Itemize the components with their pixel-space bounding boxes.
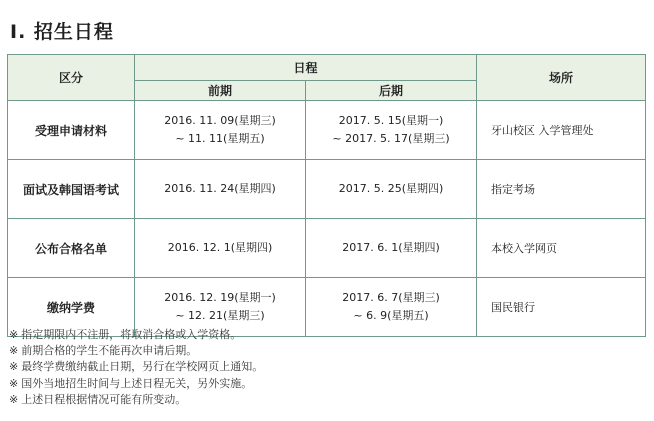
late-date-line: ~ 6. 9(星期五) [353,309,429,322]
row-category: 面试及韩国语考试 [8,160,135,219]
row-category: 公布合格名单 [8,219,135,278]
header-row [8,55,646,81]
venue-cell: 牙山校区 入学管理处 [477,101,646,160]
note-item [9,327,263,343]
early-date-cell [135,219,306,278]
header-schedule: 日程 [135,55,477,81]
note-text: 上述日程根据情况可能有所变动。 [21,392,187,406]
row-category: 受理申请材料 [8,101,135,160]
header-early: 前期 [135,81,306,101]
late-date-line: ~ 2017. 5. 17(星期三) [332,132,450,145]
late-date-cell [306,219,477,278]
venue-cell: 指定考场 [477,160,646,219]
late-date-line: 2017. 6. 1(星期四) [342,241,440,254]
note-item [9,343,263,359]
note-text: 国外当地招生时间与上述日程无关，另外实施。 [21,376,253,390]
row-category: 缴纳学费 [8,278,135,337]
note-mark: ※ [9,328,19,341]
early-date-line: ~ 12. 21(星期三) [175,309,265,322]
header-venue: 场所 [477,55,646,101]
header-category: 区分 [8,55,135,101]
early-date-line: 2016. 11. 24(星期四) [164,182,276,195]
early-date-cell [135,101,306,160]
early-date-line: 2016. 12. 1(星期四) [167,241,273,254]
note-mark: ※ [9,392,19,406]
late-date-cell [306,101,477,160]
late-date-cell [306,278,477,337]
venue-cell: 国民银行 [477,278,646,337]
notes-list [9,327,263,408]
late-date-cell [306,160,477,219]
note-text: 指定期限内不注册，将取消合格或入学资格。 [21,328,242,341]
late-date-line: 2017. 6. 7(星期三) [342,291,440,304]
note-text: 最终学费缴纳截止日期，另行在学校网页上通知。 [21,360,264,374]
early-date-line: 2016. 11. 09(星期三) [164,114,276,127]
header-late: 后期 [306,81,477,101]
note-item [9,392,263,408]
schedule-table [7,54,646,337]
table-row [8,160,646,219]
page-title: I. 招生日程 [10,21,114,43]
note-item [9,376,263,392]
table-row [8,219,646,278]
late-date-line: 2017. 5. 15(星期一) [338,114,444,127]
note-text: 前期合格的学生不能再次申请后期。 [21,344,198,358]
venue-cell: 本校入学网页 [477,219,646,278]
note-item [9,359,263,375]
late-date-line: 2017. 5. 25(星期四) [338,182,444,195]
early-date-line: 2016. 12. 19(星期一) [164,291,276,304]
table-row [8,101,646,160]
early-date-line: ~ 11. 11(星期五) [175,132,265,145]
note-mark: ※ [9,344,19,358]
note-mark: ※ [9,376,19,390]
early-date-cell [135,160,306,219]
note-mark: ※ [9,360,19,374]
